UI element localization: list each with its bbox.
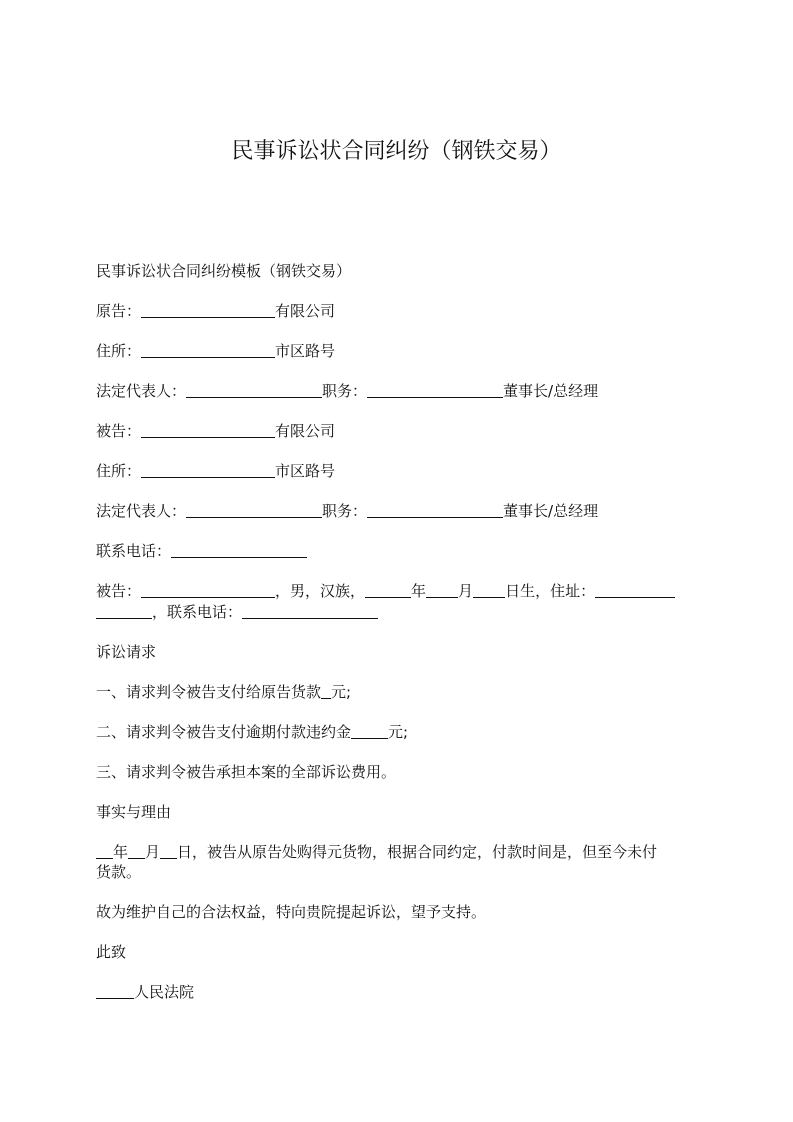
label: 法定代表人： — [96, 382, 187, 400]
blank-field — [96, 604, 152, 619]
suffix: 有限公司 — [275, 422, 336, 440]
suffix: 董事长/总经理 — [503, 502, 599, 520]
claims-heading: 诉讼请求 — [96, 642, 157, 661]
text: 二、请求判令被告支付逾期付款违约金 — [96, 722, 352, 741]
suffix: 有限公司 — [275, 302, 336, 320]
defendant-line — [96, 421, 706, 442]
plaintiff-address-line — [96, 341, 706, 362]
blank-field — [367, 383, 503, 398]
text: 日生，住址： — [505, 582, 596, 600]
blank-field — [242, 604, 378, 619]
text: 年 — [411, 582, 427, 600]
facts-paragraph — [96, 842, 706, 883]
blank-field — [141, 303, 275, 318]
label: 原告： — [96, 302, 142, 320]
text: ，男，汉族， — [275, 582, 366, 600]
plaintiff-line — [96, 301, 706, 322]
text: 元; — [331, 682, 352, 701]
label: 住所： — [96, 342, 142, 360]
blank-field — [365, 583, 411, 598]
blank-field — [96, 984, 134, 999]
suffix: 市区路号 — [275, 342, 336, 360]
blank-field — [141, 583, 275, 598]
suffix: 市区路号 — [275, 462, 336, 480]
defendant-address-line — [96, 461, 706, 482]
label: 住所： — [96, 462, 142, 480]
label: 职务： — [322, 382, 368, 400]
blank-field — [128, 844, 145, 859]
text: 货款。 — [96, 863, 142, 881]
blank-field — [141, 343, 275, 358]
text: 日，被告从原告处购得元货物，根据合同约定，付款时间是，但至今未付 — [177, 842, 658, 861]
subtitle: 民事诉讼状合同纠纷模板（钢铁交易） — [96, 262, 352, 280]
blank-field — [367, 503, 503, 518]
reason-paragraph: 故为维护自己的合法权益，特向贵院提起诉讼，望予支持。 — [96, 903, 487, 921]
claim-2 — [96, 722, 706, 743]
label: 被告： — [96, 422, 142, 440]
blank-field — [186, 503, 322, 518]
contact-line — [96, 541, 706, 562]
label: 职务： — [322, 502, 368, 520]
label: 法定代表人： — [96, 502, 187, 520]
defendant2-paragraph — [96, 581, 706, 622]
blank-field — [426, 583, 458, 598]
label: 联系电话： — [96, 542, 172, 560]
blank-field — [351, 724, 388, 739]
text: 月 — [458, 582, 474, 600]
blank-field — [186, 383, 322, 398]
document-title: 民事诉讼状合同纠纷（钢铁交易） — [231, 139, 562, 164]
blank-field — [171, 543, 307, 558]
document-body — [96, 261, 706, 1022]
plaintiff-rep-line — [96, 381, 706, 402]
blank-field — [595, 583, 675, 598]
text: 一、请求判令被告支付给原告货款 — [96, 682, 322, 701]
text: 年 — [113, 842, 129, 861]
blank-field — [160, 844, 177, 859]
blank-field — [321, 684, 331, 699]
claim-1 — [96, 682, 706, 703]
court-line — [96, 982, 706, 1003]
text: 月 — [145, 842, 161, 861]
label: 被告： — [96, 582, 142, 600]
facts-heading: 事实与理由 — [96, 802, 172, 821]
blank-field — [141, 463, 275, 478]
blank-field — [473, 583, 505, 598]
blank-field — [96, 844, 113, 859]
text: 元; — [388, 722, 409, 741]
text: 人民法院 — [134, 983, 195, 1001]
text: ，联系电话： — [152, 602, 243, 621]
closing: 此致 — [96, 943, 127, 961]
defendant-rep-line — [96, 501, 706, 522]
blank-field — [141, 423, 275, 438]
claim-3: 三、请求判令被告承担本案的全部诉讼费用。 — [96, 762, 397, 781]
suffix: 董事长/总经理 — [503, 382, 599, 400]
